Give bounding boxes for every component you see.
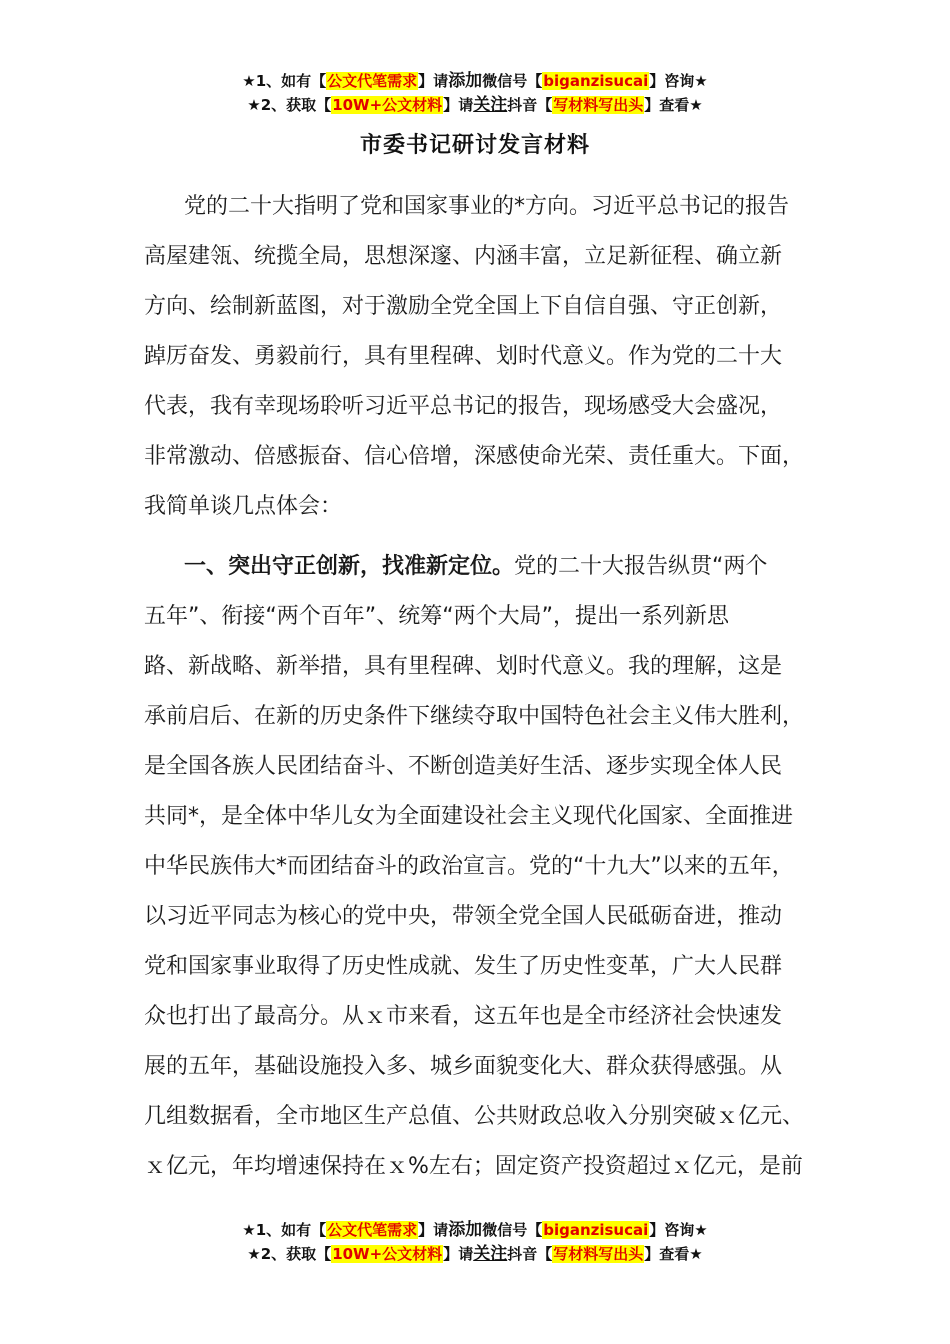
- promo-line-1: [0, 1218, 950, 1242]
- text-line: 党和国家事业取得了历史性成就、发生了历史性变革，广大人民群: [144, 954, 783, 979]
- promo-text: 】请: [443, 96, 474, 114]
- text-line: 以习近平同志为核心的党中央，带领全党全国人民砥砺奋进，推动: [144, 904, 783, 929]
- promo-highlight: 10W+公文材料: [332, 1245, 443, 1263]
- promo-line-1: [0, 69, 950, 93]
- promo-text: 】请: [418, 1221, 449, 1239]
- promo-text: 抖音【: [507, 1245, 553, 1263]
- promo-highlight: biganzisucai: [543, 1221, 649, 1239]
- promo-text: 添加: [448, 71, 483, 91]
- promo-highlight: 公文代笔需求: [327, 72, 418, 90]
- promo-text: 】请: [443, 1245, 474, 1263]
- promo-text: 关注: [473, 1244, 508, 1264]
- paragraph-intro: [144, 182, 824, 532]
- promo-text: ★2、获取【: [247, 96, 332, 114]
- text-line: 踔厉奋发、勇毅前行，具有里程碑、划时代意义。作为党的二十大: [144, 344, 783, 369]
- promo-text: 】查看★: [644, 1245, 703, 1263]
- text-line: 党的二十大指明了党和国家事业的*方向。习近平总书记的报告: [184, 194, 790, 219]
- promo-line-2: [0, 1242, 950, 1266]
- promo-text: ★2、获取【: [247, 1245, 332, 1263]
- text-line: ｘ亿元，年均增速保持在ｘ%左右；固定资产投资超过ｘ亿元，是前: [144, 1154, 803, 1179]
- promo-text: 】咨询★: [649, 72, 708, 90]
- text-line: 中华民族伟大*而团结奋斗的政治宣言。党的“十九大”以来的五年，: [144, 854, 794, 879]
- text-line: 展的五年，基础设施投入多、城乡面貌变化大、群众获得感强。从: [144, 1054, 783, 1079]
- text-line: 非常激动、倍感振奋、信心倍增，深感使命光荣、责任重大。下面，: [144, 444, 805, 469]
- promo-highlight: 公文代笔需求: [327, 1221, 418, 1239]
- promo-highlight: 写材料写出头: [553, 1245, 644, 1263]
- section-heading: 一、突出守正创新，找准新定位。: [184, 554, 515, 579]
- promo-text: 添加: [448, 1220, 483, 1240]
- promo-highlight: 10W+公文材料: [332, 96, 443, 114]
- text-line: 是全国各族人民团结奋斗、不断创造美好生活、逐步实现全体人民: [144, 754, 783, 779]
- text-line: 几组数据看，全市地区生产总值、公共财政总收入分别突破ｘ亿元、: [144, 1104, 805, 1129]
- promo-text: ★1、如有【: [242, 72, 327, 90]
- promo-highlight: biganzisucai: [543, 72, 649, 90]
- text-line: 方向、绘制新蓝图，对于激励全党全国上下自信自强、守正创新，: [144, 294, 783, 319]
- text-run: 党的二十大报告纵贯“两个: [514, 554, 768, 579]
- text-line: 共同*，是全体中华儿女为全面建设社会主义现代化国家、全面推进: [144, 804, 794, 829]
- promo-text: 抖音【: [507, 96, 553, 114]
- text-line: 承前启后、在新的历史条件下继续夺取中国特色社会主义伟大胜利，: [144, 704, 805, 729]
- promo-text: 】请: [418, 72, 449, 90]
- footer-promo: [0, 1218, 950, 1266]
- promo-line-2: [0, 93, 950, 117]
- text-line: [144, 542, 824, 592]
- promo-text: 微信号【: [482, 1221, 543, 1239]
- text-line: 路、新战略、新举措，具有里程碑、划时代意义。我的理解，这是: [144, 654, 783, 679]
- text-line: 代表，我有幸现场聆听习近平总书记的报告，现场感受大会盛况，: [144, 394, 783, 419]
- header-promo: [0, 69, 950, 117]
- promo-text: 】咨询★: [649, 1221, 708, 1239]
- document-title: 市委书记研讨发言材料: [359, 133, 590, 158]
- promo-text: ★1、如有【: [242, 1221, 327, 1239]
- promo-text: 】查看★: [644, 96, 703, 114]
- promo-text: 关注: [473, 95, 508, 115]
- paragraph-section-1: [144, 542, 824, 1242]
- promo-highlight: 写材料写出头: [553, 96, 644, 114]
- document-body: [144, 182, 824, 1242]
- text-line: 众也打出了最高分。从ｘ市来看，这五年也是全市经济社会快速发: [144, 1004, 783, 1029]
- promo-text: 微信号【: [482, 72, 543, 90]
- text-line: 我简单谈几点体会：: [144, 494, 343, 519]
- text-line: 五年”、衔接“两个百年”、统筹“两个大局”，提出一系列新思: [144, 604, 729, 629]
- text-line: 高屋建瓴、统揽全局，思想深邃、内涵丰富，立足新征程、确立新: [144, 244, 783, 269]
